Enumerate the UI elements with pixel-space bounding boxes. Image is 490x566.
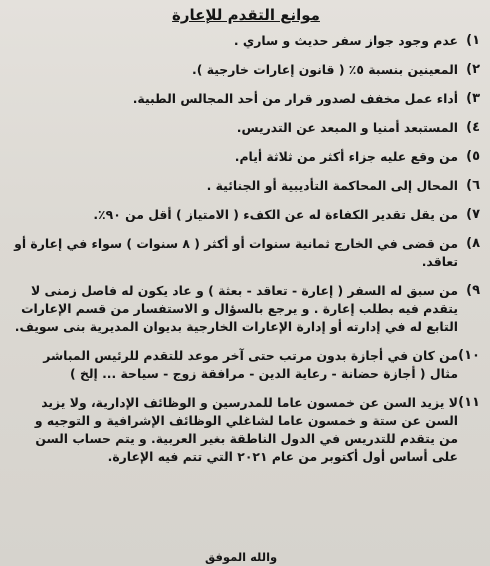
item-text: من وقع عليه جزاء أكثر من ثلاثة أيام. <box>234 149 458 164</box>
item-text: المستبعد أمنيا و المبعد عن التدريس. <box>236 120 458 135</box>
item-number: ٢) <box>466 62 480 77</box>
item-number: ١١) <box>458 395 480 410</box>
item-text: من كان في أجازة بدون مرتب حتى آخر موعد للتقدم للرئيس المباشر مثال ( أجازة حضانة - رعاية الدين - مرافقة زوج - سياحة ... إلخ ) <box>43 348 458 381</box>
list-item <box>12 119 480 137</box>
item-number: ٥) <box>466 149 480 164</box>
item-number: ٦) <box>466 178 480 193</box>
list-item <box>12 90 480 108</box>
conditions-list <box>12 32 480 466</box>
item-text: من قضى في الخارج ثمانية سنوات أو أكثر ( ٨ سنوات ) سواء في إعارة أو تعاقد. <box>14 236 458 269</box>
item-text: أداء عمل مخفف لصدور قرار من أحد المجالس الطبية. <box>132 91 458 106</box>
item-number: ٧) <box>466 207 480 222</box>
item-text: من سبق له السفر ( إعارة - تعاقد - بعثة ) و عاد يكون له فاصل زمنى لا يتقدم فيه بطلب إعارة . و يرجع بالسؤال و الاستفسار من قسم الإعارات التابع له في إدارته أو إدارة الإعارات الخارجية بديوان المديرية بنى سويف. <box>14 283 458 334</box>
item-text: عدم وجود جواز سفر حديث و ساري . <box>233 33 458 48</box>
item-number: ٨) <box>466 236 480 251</box>
list-item <box>12 347 480 383</box>
list-item <box>12 61 480 79</box>
item-number: ٣) <box>466 91 480 106</box>
list-item <box>12 235 480 271</box>
list-item <box>12 32 480 50</box>
closing-line: والله الموفق <box>205 550 278 564</box>
item-text: لا يزيد السن عن خمسون عاما للمدرسين و الوظائف الإدارية، ولا يزيد السن عن ستة و خمسون عاما لشاغلي الوظائف الإشرافية و التوجيه و من يتقدم للتدريس في الدول الناطقة بغير العربية. و يتم حساب السن على أساس أول أكتوبر من عام ٢٠٢١ التي تتم فيه الإعارة. <box>34 395 458 464</box>
item-text: المعينين بنسبة ٥٪ ( قانون إعارات خارجية ). <box>192 62 458 77</box>
list-item <box>12 282 480 336</box>
list-item <box>12 206 480 224</box>
item-text: المحال إلى المحاكمة التأديبية أو الجنائية . <box>206 178 458 193</box>
document-title: موانع التقدم للإعارة <box>172 6 320 24</box>
list-item <box>12 394 480 466</box>
item-text: من يقل تقدير الكفاءة له عن الكفء ( الامتياز ) أقل من ٩٠٪. <box>93 207 458 222</box>
item-number: ٤) <box>466 120 480 135</box>
item-number: ١٠) <box>458 348 480 363</box>
item-number: ١) <box>466 33 480 48</box>
item-number: ٩) <box>466 283 480 298</box>
list-item <box>12 148 480 166</box>
list-item <box>12 177 480 195</box>
